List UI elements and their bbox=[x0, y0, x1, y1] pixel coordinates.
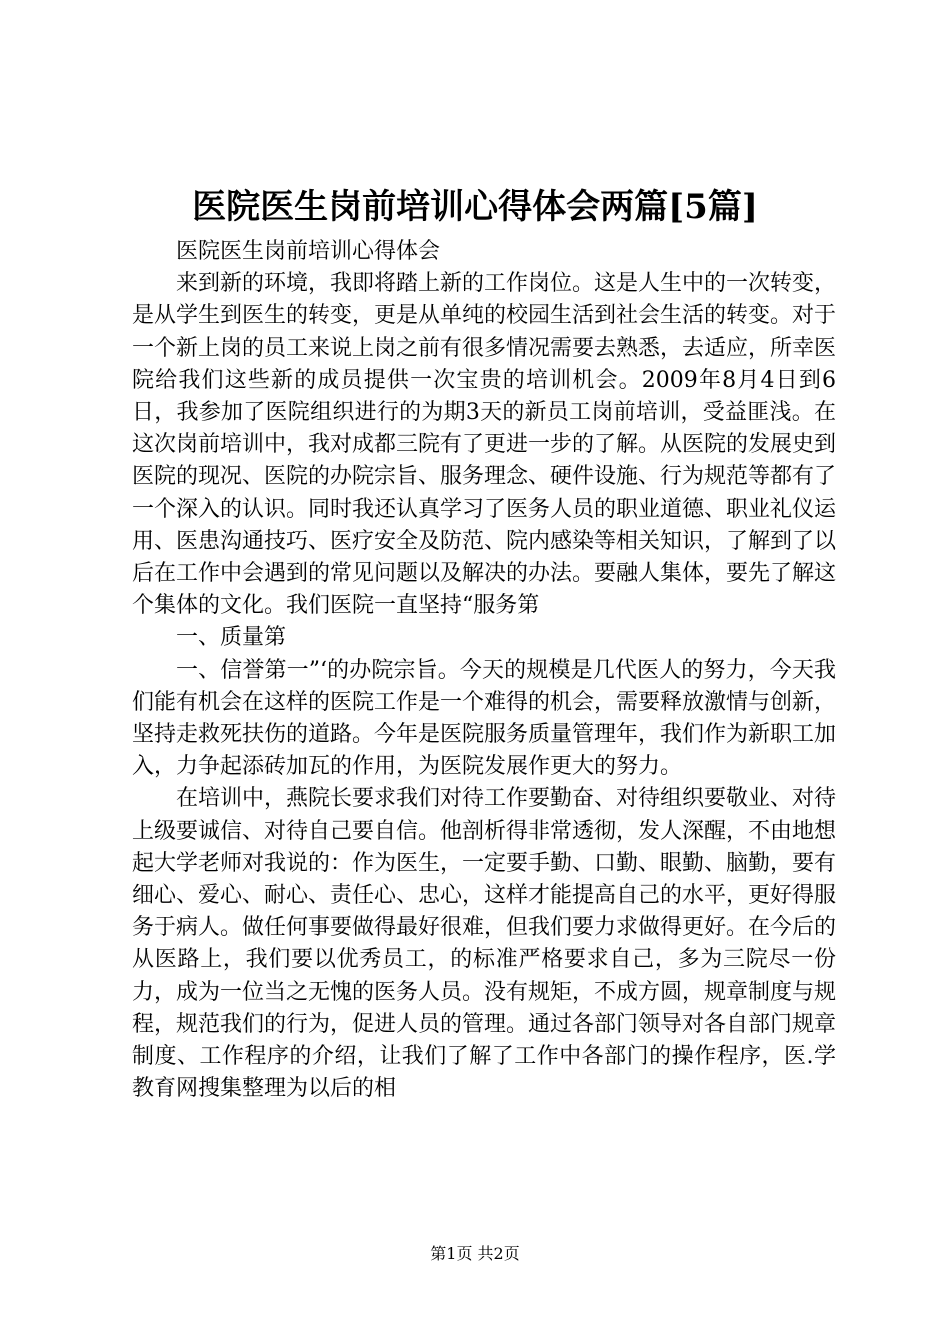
page-number-footer: 第1页 共2页 bbox=[430, 1244, 520, 1263]
paragraph: 在培训中，燕院长要求我们对待工作要勤奋、对待组织要敬业、对待上级要诚信、对待自己要自信。他剖析得非常透彻，发人深醒，不由地想起大学老师对我说的：作为医生，一定要手勤、口勤、眼勤、脑勤，要有细心、爱心、耐心、责任心、忠心，这样才能提高自己的水平，更好得服务于病人。做任何事要做得最好很难，但我们要力求做得更好。在今后的从医路上，我们要以优秀员工，的标准严格要求自己，多为三院尽一份力，成为一位当之无愧的医务人员。没有规矩，不成方圆，规章制度与规程，规范我们的行为，促进人员的管理。通过各部门领导对各自部门规章制度、工作程序的介绍，让我们了解了工作中各部门的操作程序，医.学教育网搜集整理为以后的相 bbox=[132, 786, 837, 1102]
paragraph: 一、信誉第一”‘的办院宗旨。今天的规模是几代医人的努力，今天我们能有机会在这样的医院工作是一个难得的机会，需要释放激情与创新，坚持走救死扶伤的道路。今年是医院服务质量管理年，我们作为新职工加入，力争起添砖加瓦的作用，为医院发展作更大的努力。 bbox=[132, 657, 837, 780]
document-title: 医院医生岗前培训心得体会两篇[5篇] bbox=[192, 187, 758, 227]
document-body bbox=[132, 236, 836, 1105]
paragraph: 来到新的环境，我即将踏上新的工作岗位。这是人生中的一次转变，是从学生到医生的转变，更是从单纯的校园生活到社会生活的转变。对于一个新上岗的员工来说上岗之前有很多情况需要去熟悉，去适应，所幸医院给我们这些新的成员提供一次宝贵的培训机会。2009年8月4日到6日，我参加了医院组织进行的为期3天的新员工岗前培训，受益匪浅。在这次岗前培训中，我对成都三院有了更进一步的了解。从医院的发展史到医院的现况、医院的办院宗旨、服务理念、硬件设施、行为规范等都有了一个深入的认识。同时我还认真学习了医务人员的职业道德、职业礼仪运用、医患沟通技巧、医疗安全及防范、院内感染等相关知识，了解到了以后在工作中会遇到的常见问题以及解决的办法。要融人集体，要先了解这个集体的文化。我们医院一直坚持“服务第 bbox=[132, 271, 837, 619]
paragraph: 一、质量第 bbox=[176, 625, 287, 651]
paragraph-subtitle: 医院医生岗前培训心得体会 bbox=[176, 239, 441, 264]
